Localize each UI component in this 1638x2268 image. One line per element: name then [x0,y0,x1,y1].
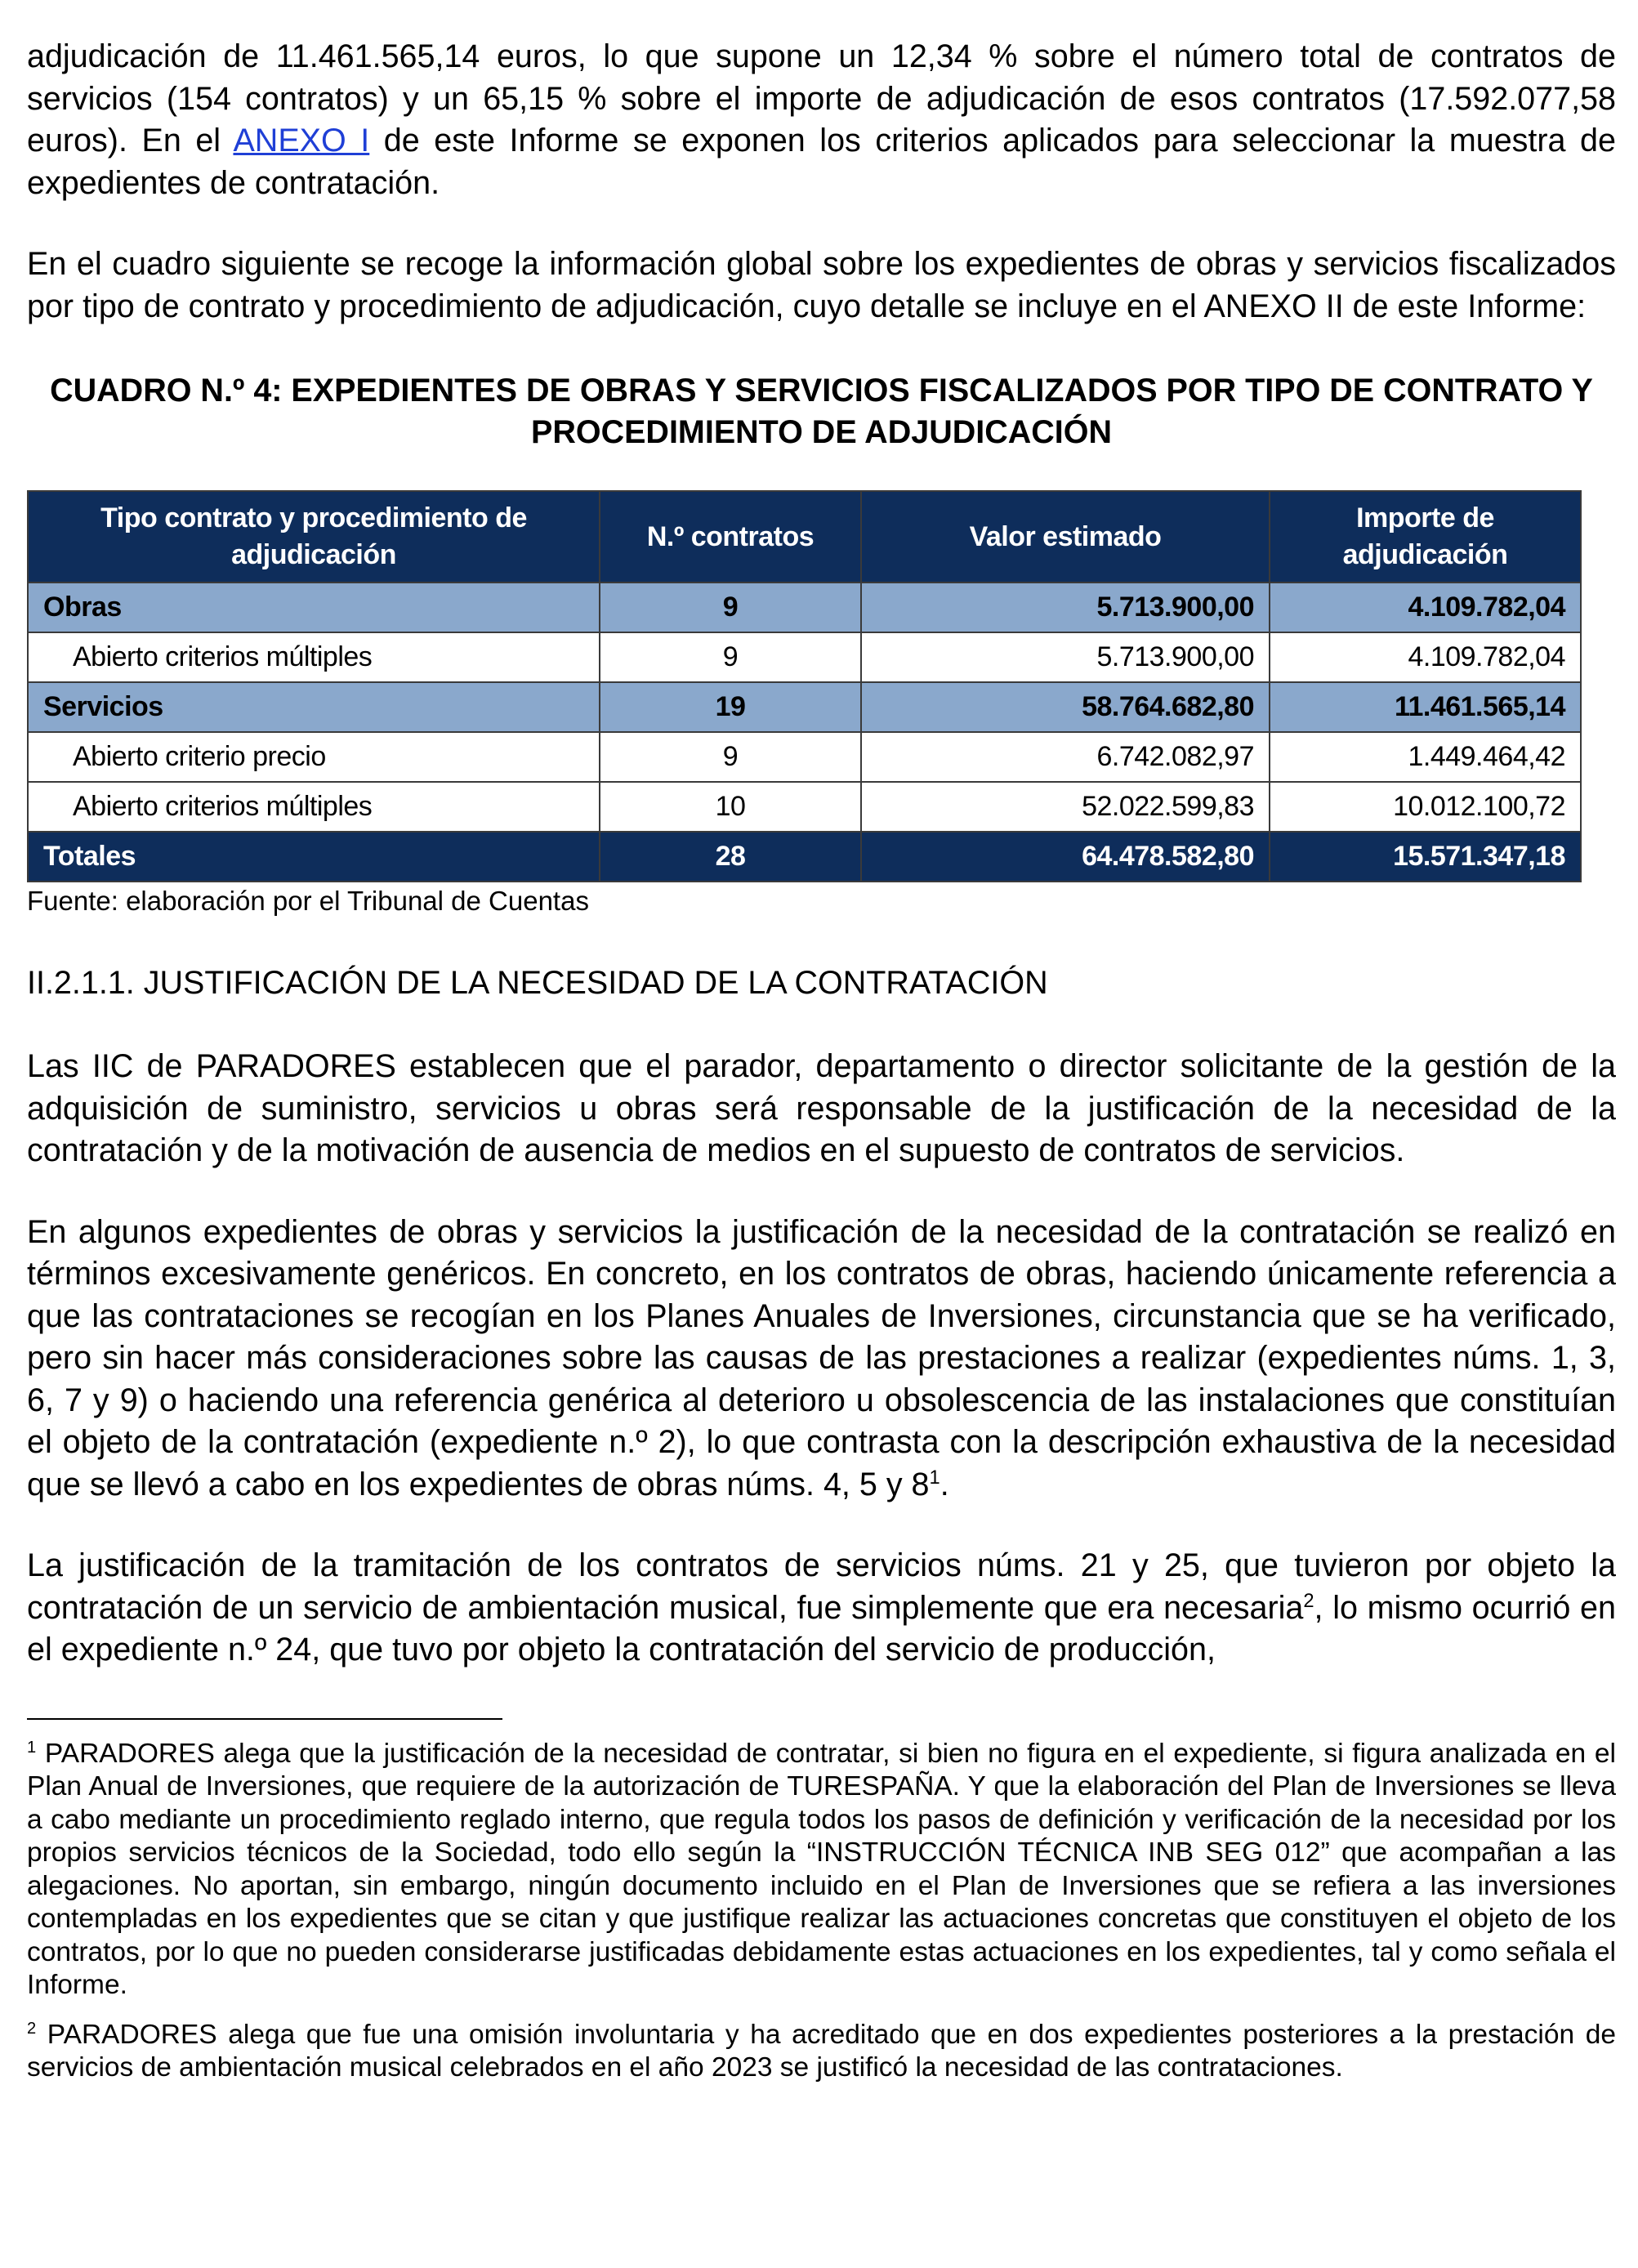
footnote-text: PARADORES alega que fue una omisión involuntaria y ha acreditado que en dos expedientes posteriores a la prestación de servicios de ambientación musical celebrados en el año 2023 se justificó la necesidad de las contrataciones. [27,2019,1616,2083]
row-count: 28 [600,832,861,882]
section-paragraph-2 [27,1212,1616,1507]
paragraph-text-end: , lo mismo ocurrió en el expediente n.º 24, que tuvo por objeto la contratación del servicio de producción, [27,1589,1616,1668]
row-importe: 15.571.347,18 [1270,832,1581,882]
row-valor: 58.764.682,80 [861,682,1270,732]
row-label: Abierto criterio precio [28,732,600,782]
table-title: CUADRO N.º 4: EXPEDIENTES DE OBRAS Y SERVICIOS FISCALIZADOS POR TIPO DE CONTRATO Y PROCEDIMIENTO DE ADJUDICACIÓN [50,373,1593,450]
intro-paragraph-2: En el cuadro siguiente se recoge la información global sobre los expedientes de obras y servicios fiscalizados por tipo de contrato y procedimiento de adjudicación, cuyo detalle se incluye en el ANEXO II de este Informe: [27,246,1616,324]
row-valor: 5.713.900,00 [861,583,1270,632]
row-label: Obras [28,583,600,632]
header-tipo: Tipo contrato y procedimiento de adjudicación [28,491,600,583]
document-page [27,36,1616,2085]
row-valor: 64.478.582,80 [861,832,1270,882]
row-importe: 1.449.464,42 [1270,732,1581,782]
table-row [28,682,1581,732]
paragraph-text: En algunos expedientes de obras y servicios la justificación de la necesidad de la contratación se realizó en términos excesivamente genéricos. En concreto, en los contratos de obras, haciendo únicamente referencia a que las contrataciones se recogían en los Planes Anuales de Inversiones, circunstancia que se ha verificado, pero sin hacer más consideraciones sobre las causas de las prestaciones a realizar (expedientes núms. 1, 3, 6, 7 y 9) o haciendo una referencia genérica al deterioro u obsolescencia de las instalaciones que constituían el objeto de la contratación (expediente n.º 2), lo que contrasta con la descripción exhaustiva de la necesidad que se llevó a cabo en los expedientes de obras núms. 4, 5 y 8 [27,1213,1616,1502]
table-row [28,732,1581,782]
table-row [28,632,1581,682]
section-heading: II.2.1.1. JUSTIFICACIÓN DE LA NECESIDAD DE LA CONTRATACIÓN [27,965,1048,1001]
anexo-i-link[interactable]: ANEXO I [233,123,370,158]
row-label: Abierto criterios múltiples [28,632,600,682]
contracts-table [27,490,1582,882]
footnote-1 [27,1738,1616,2002]
row-importe: 10.012.100,72 [1270,782,1581,832]
row-count: 9 [600,583,861,632]
intro-text-end: de este Informe se exponen los criterios aplicados para seleccionar la muestra de expedientes de contratación. [27,123,1616,201]
header-importe: Importe de adjudicación [1270,491,1581,583]
section-paragraph-3 [27,1545,1616,1672]
row-count: 9 [600,632,861,682]
table-total-row [28,832,1581,882]
table-source: Fuente: elaboración por el Tribunal de Cuentas [27,886,589,916]
footnote-ref-1[interactable]: 1 [929,1467,940,1489]
table-row [28,583,1581,632]
footnote-number: 2 [27,2019,37,2038]
paragraph-end: . [940,1466,949,1502]
row-importe: 4.109.782,04 [1270,632,1581,682]
table-row [28,782,1581,832]
section-paragraph-1: Las IIC de PARADORES establecen que el parador, departamento o director solicitante de la gestión de la adquisición de suministro, servicios u obras será responsable de la justificación de la necesidad de la contratación y de la motivación de ausencia de medios en el supuesto de contratos de servicios. [27,1048,1616,1168]
row-label: Totales [28,832,600,882]
footnote-ref-2[interactable]: 2 [1303,1590,1314,1612]
footnote-text: PARADORES alega que la justificación de la necesidad de contratar, si bien no figura en el expediente, si figura analizada en el Plan Anual de Inversiones, que requiere de la autorización de TURESPAÑA. Y que la elaboración del Plan de Inversiones se lleva a cabo mediante un procedimiento reglado interno, que regula todos los pasos de definición y verificación de la necesidad por los propios servicios técnicos de la Sociedad, todo ello según la “INSTRUCCIÓN TÉCNICA INB SEG 012” que acompañan a las alegaciones. No aportan, sin embargo, ningún documento incluido en el Plan de Inversiones que se refiera a las inversiones contempladas en los expedientes que se citan y que justifique realizar las actuaciones concretas que constituyen el objeto de los contratos, por lo que no pueden considerarse justificadas debidamente estas actuaciones en los expedientes, tal y como señala el Informe. [27,1738,1616,2000]
header-valor: Valor estimado [861,491,1270,583]
table-header-row [28,491,1581,583]
row-count: 19 [600,682,861,732]
intro-paragraph-1 [27,36,1616,204]
row-count: 10 [600,782,861,832]
footnote-2 [27,2019,1616,2085]
row-importe: 11.461.565,14 [1270,682,1581,732]
header-numero: N.º contratos [600,491,861,583]
row-label: Servicios [28,682,600,732]
intro-text: adjudicación de 11.461.565,14 euros, lo que supone un 12,34 % sobre el número total de contratos de servicios (154 contratos) y un 65,15 % sobre el importe de adjudicación de esos contratos (17.592.077,58 euros). En el [27,38,1616,158]
row-count: 9 [600,732,861,782]
row-valor: 5.713.900,00 [861,632,1270,682]
row-label: Abierto criterios múltiples [28,782,600,832]
row-valor: 6.742.082,97 [861,732,1270,782]
row-valor: 52.022.599,83 [861,782,1270,832]
footnote-number: 1 [27,1738,37,1757]
paragraph-text: La justificación de la tramitación de los contratos de servicios núms. 21 y 25, que tuvieron por objeto la contratación de un servicio de ambientación musical, fue simplemente que era necesaria [27,1547,1616,1626]
row-importe: 4.109.782,04 [1270,583,1581,632]
